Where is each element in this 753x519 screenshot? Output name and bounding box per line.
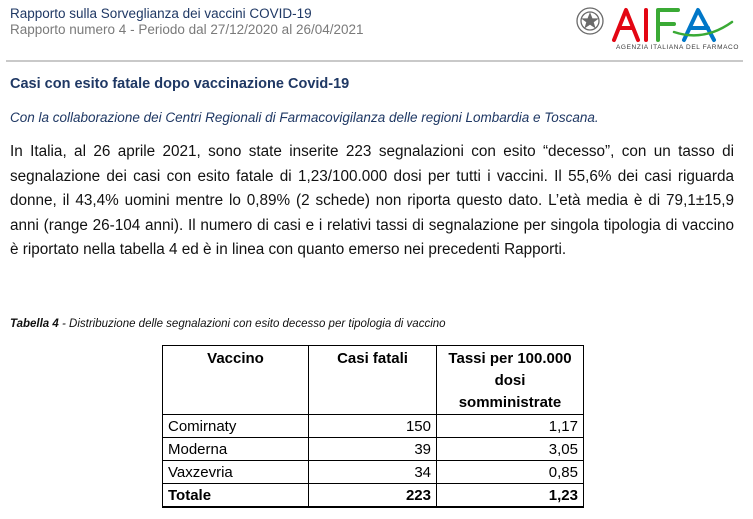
table-caption-label: Tabella 4 xyxy=(10,318,59,330)
logos xyxy=(574,2,739,54)
report-title: Rapporto sulla Sorveglianza dei vaccini COVID-19 xyxy=(10,6,312,21)
header-cases: Casi fatali xyxy=(309,346,437,415)
total-cases: 223 xyxy=(309,484,437,508)
table-total-row xyxy=(163,484,584,508)
cell-rate: 1,17 xyxy=(437,415,584,438)
section-title: Casi con esito fatale dopo vaccinazione Covid-19 xyxy=(10,76,350,92)
aifa-subtitle: AGENZIA ITALIANA DEL FARMACO xyxy=(616,44,739,51)
cell-rate: 0,85 xyxy=(437,461,584,484)
cell-cases: 34 xyxy=(309,461,437,484)
total-rate: 1,23 xyxy=(437,484,584,508)
table-row xyxy=(163,438,584,461)
body-paragraph: In Italia, al 26 aprile 2021, sono state inserite 223 segnalazioni con esito “decesso”, con un tasso di segnalazione dei casi con esito fatale di 1,23/100.000 dosi per tutti i vaccini. Il 55,6% dei casi riguarda donne, il 43,4% uomini mentre lo 0,89% (2 schede) non riporta questo dato. L’età media è di 79,1±15,9 anni (range 26-104 anni). Il numero di casi e i relativi tassi di segnalazione per singola tipologia di vaccino è riportato nella tabella 4 ed è in linea con quanto emerso nei precedenti Rapporti. xyxy=(10,143,734,259)
table-caption xyxy=(10,318,446,330)
table-row xyxy=(163,415,584,438)
cell-vaccine: Vaxzevria xyxy=(163,461,309,484)
cell-cases: 39 xyxy=(309,438,437,461)
header-vaccine: Vaccino xyxy=(163,346,309,415)
section-subtitle: Con la collaborazione dei Centri Regionali di Farmacovigilanza delle regioni Lombardia e Toscana. xyxy=(10,110,599,125)
table-header-row xyxy=(163,346,584,415)
header-divider xyxy=(6,60,743,62)
cell-cases: 150 xyxy=(309,415,437,438)
table-caption-text: - Distribuzione delle segnalazioni con esito decesso per tipologia di vaccino xyxy=(58,318,446,330)
fatal-cases-table xyxy=(162,345,584,508)
cell-vaccine: Comirnaty xyxy=(163,415,309,438)
header-rate: Tassi per 100.000 dosi somministrate xyxy=(437,346,584,415)
document-header xyxy=(10,6,364,38)
report-period: Rapporto numero 4 - Periodo dal 27/12/2020 al 26/04/2021 xyxy=(10,22,364,37)
table-row xyxy=(163,461,584,484)
cell-rate: 3,05 xyxy=(437,438,584,461)
total-label: Totale xyxy=(163,484,309,508)
cell-vaccine: Moderna xyxy=(163,438,309,461)
